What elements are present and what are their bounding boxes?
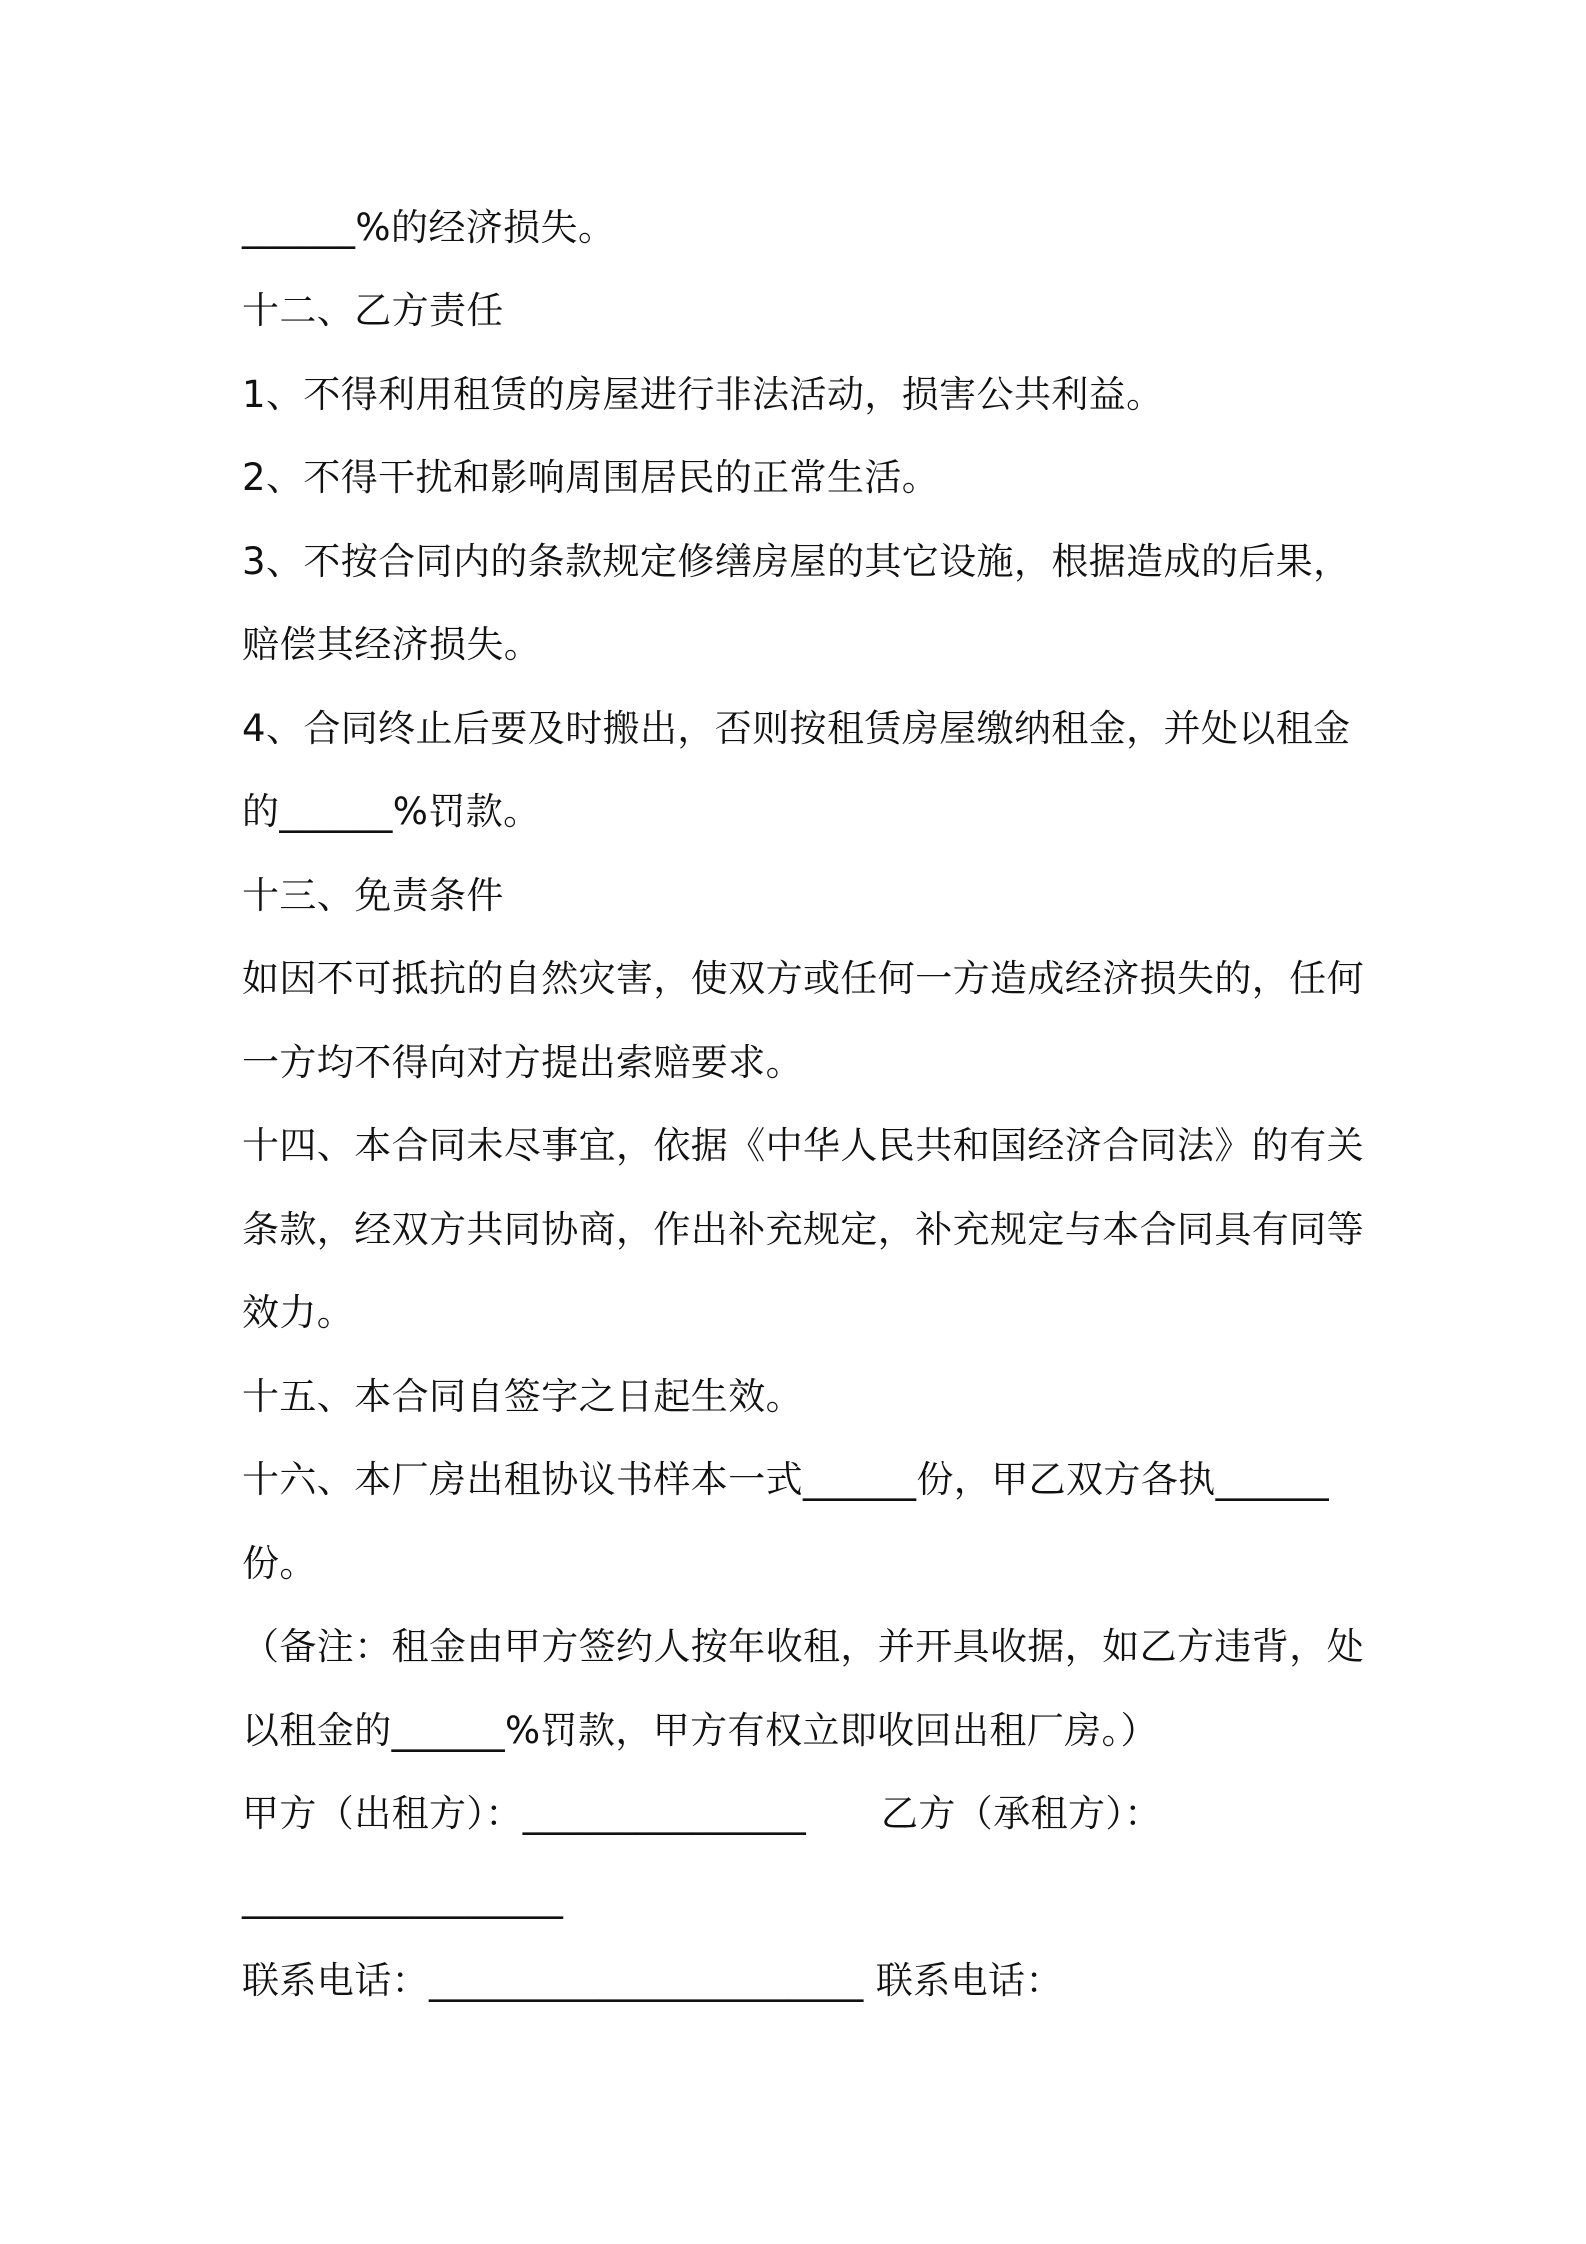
text-line-exemption-cont: 一方均不得向对方提出索赔要求。 (242, 1041, 803, 1084)
signature-line-parties: 甲方（出租方）：_______________ 乙方（承租方）： (242, 1792, 1162, 1835)
text-line-clause-3: 3、不按合同内的条款规定修缮房屋的其它设施，根据造成的后果， (242, 540, 1351, 583)
text-line-clause-2: 2、不得干扰和影响周围居民的正常生活。 (242, 456, 940, 499)
signature-line-party-b-blank: _________________ (242, 1876, 564, 1919)
section-heading-exemption: 十三、免责条件 (242, 874, 504, 917)
text-line-clause-1: 1、不得利用租赁的房屋进行非法活动，损害公共利益。 (242, 373, 1164, 416)
text-line-penalty-loss: ______%的经济损失。 (242, 206, 616, 249)
text-line-clause-15: 十五、本合同自签字之日起生效。 (242, 1375, 803, 1418)
section-heading-party-b-duties: 十二、乙方责任 (242, 289, 504, 332)
text-line-remark: （备注：租金由甲方签约人按年收租，并开具收据，如乙方违背，处 (242, 1625, 1364, 1668)
text-line-clause-3-cont: 赔偿其经济损失。 (242, 623, 542, 666)
text-line-clause-16: 十六、本厂房出租协议书样本一式______份，甲乙双方各执______ (242, 1458, 1329, 1501)
text-line-clause-14-end: 效力。 (242, 1291, 355, 1334)
contact-phone-line: 联系电话：_______________________ 联系电话： (242, 1959, 1063, 2002)
text-line-clause-16-end: 份。 (242, 1542, 317, 1585)
text-line-clause-4-cont: 的______%罚款。 (242, 790, 541, 833)
text-line-clause-14-cont: 条款，经双方共同协商，作出补充规定，补充规定与本合同具有同等 (242, 1208, 1364, 1251)
text-line-exemption: 如因不可抵抗的自然灾害，使双方或任何一方造成经济损失的，任何 (242, 957, 1364, 1000)
text-line-clause-14: 十四、本合同未尽事宜，依据《中华人民共和国经济合同法》的有关 (242, 1124, 1364, 1167)
text-line-remark-cont: 以租金的______%罚款，甲方有权立即收回出租厂房。） (242, 1709, 1158, 1752)
text-line-clause-4: 4、合同终止后要及时搬出，否则按租赁房屋缴纳租金，并处以租金 (242, 707, 1351, 750)
